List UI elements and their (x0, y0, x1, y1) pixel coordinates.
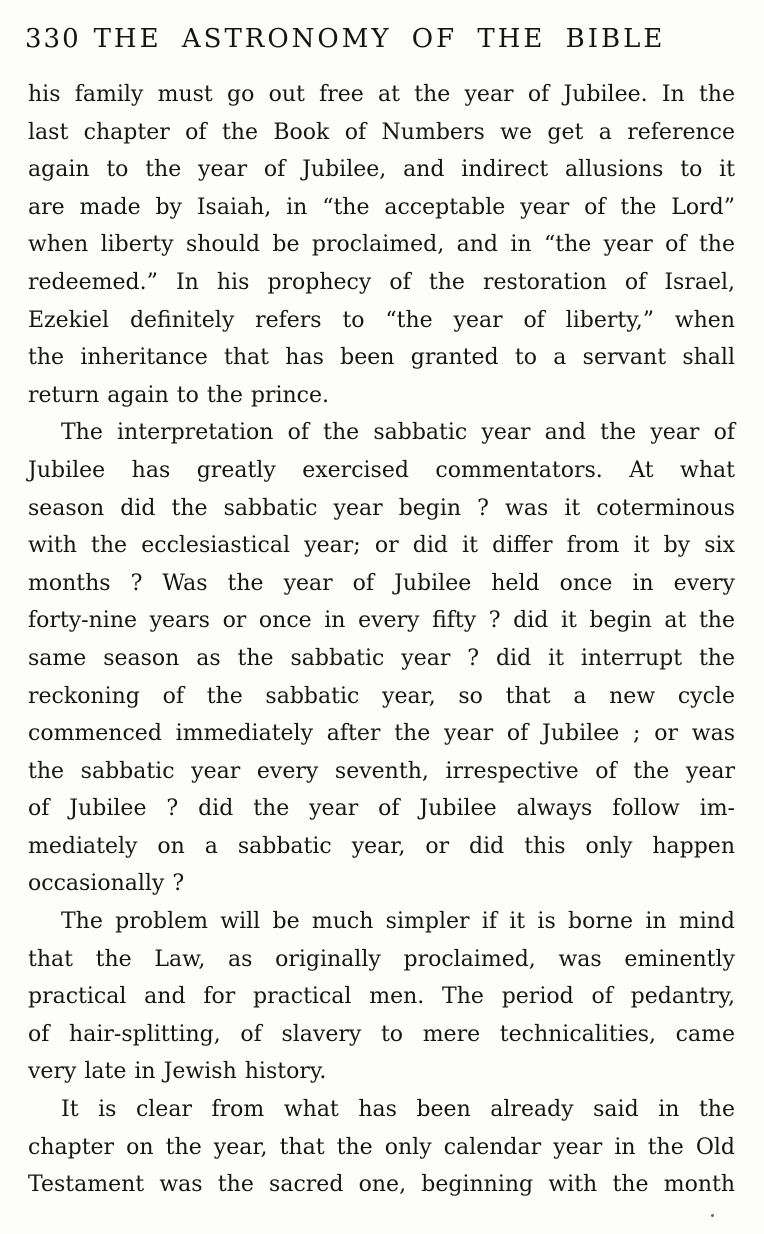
text-line: mediately on a sabbatic year, or did this only happen (28, 833, 735, 859)
page-body (28, 76, 735, 1204)
text-line: season did the sabbatic year begin ? was it coterminous (28, 495, 735, 521)
text-line: again to the year of Jubilee, and indirect allusions to it (28, 157, 735, 183)
text-line: the inheritance that has been granted to a servant shall (28, 345, 735, 371)
page-number: 330 (25, 24, 81, 54)
page-title: THE ASTRONOMY OF THE BIBLE (93, 24, 666, 54)
text-line: reckoning of the sabbatic year, so that a new cycle (28, 683, 735, 709)
page-header (25, 22, 734, 56)
text-line: months ? Was the year of Jubilee held once in every (28, 570, 735, 596)
text-line: last chapter of the Book of Numbers we get a reference (28, 119, 735, 145)
text-line: commenced immediately after the year of Jubilee ; or was (28, 721, 735, 747)
text-line: Jubilee has greatly exercised commentators. At what (28, 457, 735, 483)
text-line: of Jubilee ? did the year of Jubilee always follow im- (28, 796, 735, 822)
text-line: forty-nine years or once in every fifty ? did it begin at the (28, 608, 735, 634)
text-line: are made by Isaiah, in “the acceptable year of the Lord” (28, 194, 735, 220)
text-line: The interpretation of the sabbatic year and the year of (61, 420, 735, 446)
text-line: Ezekiel definitely refers to “the year of liberty,” when (28, 307, 735, 333)
text-line: chapter on the year, that the only calendar year in the Old (28, 1134, 735, 1160)
text-line: that the Law, as originally proclaimed, was eminently (28, 946, 735, 972)
text-line: It is clear from what has been already said in the (61, 1097, 735, 1123)
text-line: of hair-splitting, of slavery to mere technicalities, came (28, 1021, 735, 1047)
text-line: his family must go out free at the year of Jubilee. In the (28, 82, 735, 107)
text-line: the sabbatic year every seventh, irrespective of the year (28, 758, 735, 784)
scan-artifact-dot (711, 1214, 714, 1217)
text-line: when liberty should be proclaimed, and in “the year of the (28, 232, 735, 258)
text-line: return again to the prince. (28, 382, 329, 408)
text-line: occasionally ? (28, 871, 185, 897)
text-line: with the ecclesiastical year; or did it differ from it by six (28, 533, 735, 559)
text-line: redeemed.” In his prophecy of the restoration of Israel, (28, 269, 735, 295)
text-line: very late in Jewish history. (28, 1059, 327, 1085)
text-line: practical and for practical men. The period of pedantry, (28, 984, 735, 1010)
text-line: The problem will be much simpler if it is borne in mind (61, 909, 735, 935)
text-line: Testament was the sacred one, beginning with the month (28, 1172, 735, 1198)
text-line: same season as the sabbatic year ? did it interrupt the (28, 645, 735, 671)
